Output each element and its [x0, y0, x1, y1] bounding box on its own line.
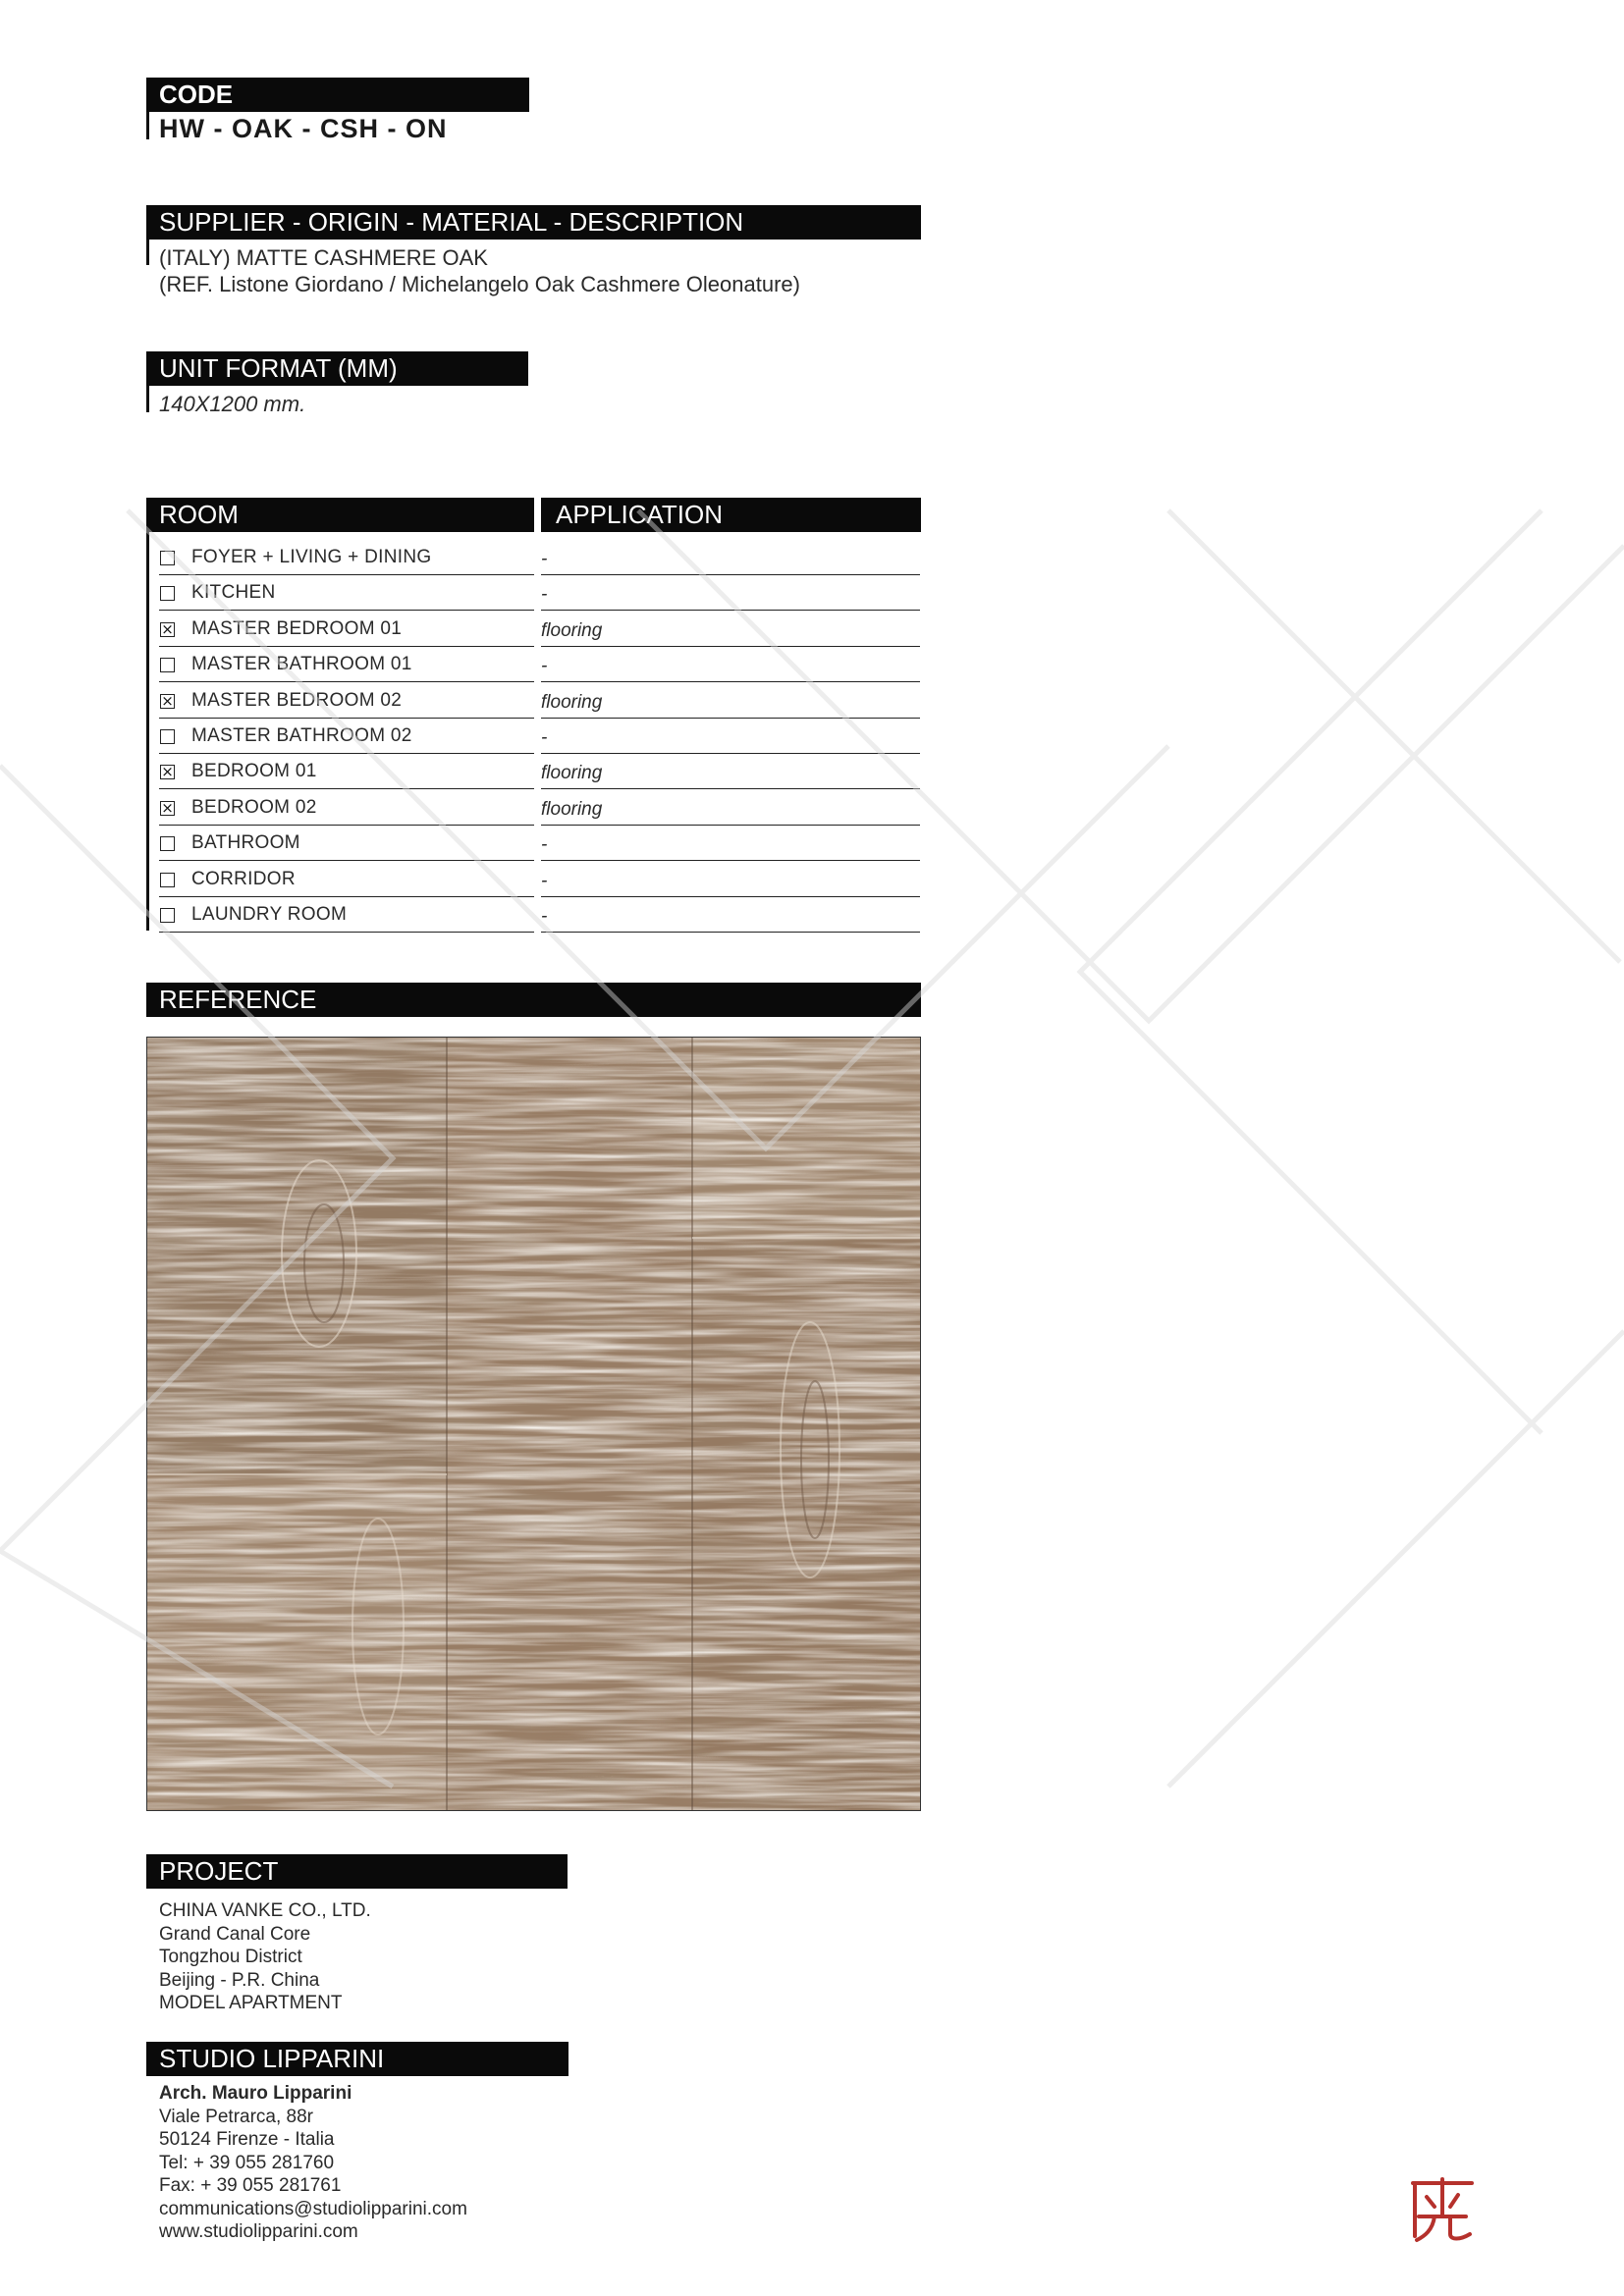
- project-header: PROJECT: [146, 1854, 568, 1889]
- application-header: APPLICATION: [541, 498, 921, 532]
- application-value: -: [541, 906, 548, 927]
- supplier-marker: [146, 240, 149, 265]
- application-row: [541, 612, 920, 647]
- room-label: CORRIDOR: [191, 869, 296, 889]
- room-row: [159, 790, 534, 826]
- supplier-line-1: (ITALY) MATTE CASHMERE OAK: [159, 245, 488, 270]
- code-value: HW - OAK - CSH - ON: [159, 114, 448, 143]
- unit-format-header: UNIT FORMAT (MM): [146, 351, 528, 386]
- studio-line: Tel: + 39 055 281760: [159, 2152, 335, 2173]
- application-value: flooring: [541, 620, 603, 641]
- application-row: [541, 790, 920, 826]
- room-row: [159, 719, 534, 754]
- application-row: [541, 754, 920, 789]
- application-value: -: [541, 656, 548, 676]
- room-label: MASTER BEDROOM 02: [191, 690, 403, 711]
- room-label: BATHROOM: [191, 832, 300, 853]
- studio-line: Viale Petrarca, 88r: [159, 2106, 314, 2127]
- project-line: Beijing - P.R. China: [159, 1969, 320, 1991]
- checked-checkbox[interactable]: ×: [161, 692, 174, 710]
- application-row: [541, 897, 920, 933]
- studio-line: 50124 Firenze - Italia: [159, 2129, 335, 2150]
- application-value: flooring: [541, 763, 603, 783]
- code-header: CODE: [146, 78, 529, 112]
- application-value: -: [541, 871, 548, 891]
- room-row: [159, 647, 534, 682]
- supplier-line-2: (REF. Listone Giordano / Michelangelo Oak Cashmere Oleonature): [159, 272, 800, 296]
- application-row: [541, 719, 920, 754]
- project-line: CHINA VANKE CO., LTD.: [159, 1900, 371, 1921]
- room-row: [159, 826, 534, 861]
- reference-header: REFERENCE: [146, 983, 921, 1017]
- room-row: [159, 683, 534, 719]
- application-row: [541, 647, 920, 682]
- room-list-marker: [146, 532, 149, 931]
- seal-stamp: [1405, 2175, 1480, 2246]
- unit-format-marker: [146, 386, 149, 412]
- code-marker: [146, 112, 149, 139]
- room-row: [159, 754, 534, 789]
- application-value: flooring: [541, 692, 603, 713]
- room-row: [159, 862, 534, 897]
- room-label: BEDROOM 01: [191, 761, 317, 781]
- empty-checkbox[interactable]: [160, 873, 175, 887]
- room-label: KITCHEN: [191, 582, 276, 603]
- application-row: [541, 862, 920, 897]
- room-header: ROOM: [146, 498, 534, 532]
- room-label: LAUNDRY ROOM: [191, 904, 348, 925]
- room-label: MASTER BATHROOM 01: [191, 654, 412, 674]
- room-label: BEDROOM 02: [191, 797, 317, 818]
- empty-checkbox[interactable]: [160, 836, 175, 851]
- application-row: [541, 540, 920, 575]
- room-row: [159, 575, 534, 611]
- project-address: [159, 1899, 371, 2015]
- empty-checkbox[interactable]: [160, 586, 175, 601]
- checked-checkbox[interactable]: ×: [161, 799, 174, 817]
- application-row: [541, 826, 920, 861]
- studio-website-link[interactable]: www.studiolipparini.com: [159, 2221, 358, 2242]
- application-value: -: [541, 549, 548, 569]
- wood-sample-image: [146, 1037, 921, 1811]
- studio-architect-name: Arch. Mauro Lipparini: [159, 2083, 352, 2104]
- checked-checkbox[interactable]: ×: [161, 620, 174, 638]
- empty-checkbox[interactable]: [160, 908, 175, 923]
- application-row: [541, 575, 920, 611]
- room-row: [159, 612, 534, 647]
- studio-email-link[interactable]: communications@studiolipparini.com: [159, 2198, 467, 2219]
- room-row: [159, 897, 534, 933]
- project-line: Tongzhou District: [159, 1947, 302, 1967]
- empty-checkbox[interactable]: [160, 551, 175, 565]
- unit-format-value: 140X1200 mm.: [159, 392, 306, 416]
- studio-header: STUDIO LIPPARINI: [146, 2042, 568, 2076]
- application-value: -: [541, 584, 548, 605]
- application-value: -: [541, 834, 548, 855]
- room-row: [159, 540, 534, 575]
- application-value: flooring: [541, 799, 603, 820]
- checked-checkbox[interactable]: ×: [161, 763, 174, 780]
- project-line: MODEL APARTMENT: [159, 1993, 343, 2013]
- empty-checkbox[interactable]: [160, 729, 175, 744]
- empty-checkbox[interactable]: [160, 658, 175, 672]
- application-value: -: [541, 727, 548, 748]
- studio-address: [159, 2082, 467, 2244]
- supplier-header: SUPPLIER - ORIGIN - MATERIAL - DESCRIPTION: [146, 205, 921, 240]
- project-line: Grand Canal Core: [159, 1923, 311, 1945]
- room-label: FOYER + LIVING + DINING: [191, 547, 432, 567]
- application-row: [541, 683, 920, 719]
- room-label: MASTER BATHROOM 02: [191, 725, 412, 746]
- studio-line: Fax: + 39 055 281761: [159, 2175, 342, 2196]
- room-label: MASTER BEDROOM 01: [191, 618, 403, 639]
